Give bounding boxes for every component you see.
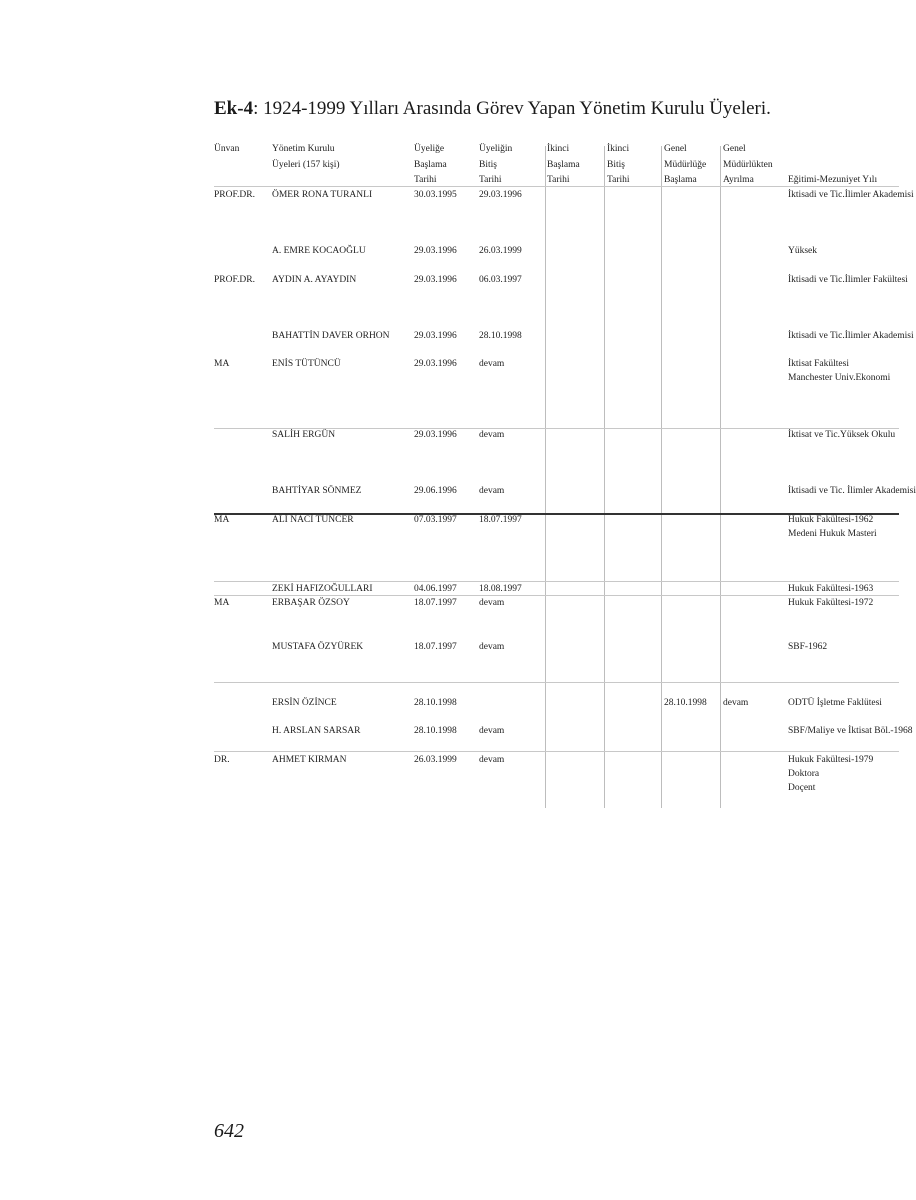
column-divider (545, 146, 546, 808)
table-cell-education: Hukuk Fakültesi-1972 (788, 598, 874, 608)
table-cell-end: devam (479, 359, 505, 369)
page-number: 642 (214, 1120, 244, 1142)
column-header: Bitiş (607, 160, 625, 170)
table-cell-end: devam (479, 755, 505, 765)
column-divider (720, 146, 721, 808)
table-cell-education: ODTÜ İşletme Faklütesi (788, 698, 882, 708)
table-cell-education: Medeni Hukuk Masteri (788, 529, 877, 539)
table-cell-name: MUSTAFA ÖZYÜREK (272, 642, 364, 652)
column-header: Üyeleri (157 kişi) (272, 160, 340, 170)
table-cell-name: ERBAŞAR ÖZSOY (272, 598, 350, 608)
table-cell-end: devam (479, 726, 505, 736)
row-divider (214, 751, 899, 752)
table-cell-unvan: DR. (214, 755, 230, 765)
column-header: Tarihi (607, 175, 630, 185)
table-cell-education: İktisadi ve Tic.İlimler Akademisi (788, 331, 914, 341)
table-cell-start: 18.07.1997 (414, 598, 457, 608)
column-header: Başlama (664, 175, 697, 185)
column-header: Müdürlüğe (664, 160, 707, 170)
table-cell-start: 26.03.1999 (414, 755, 457, 765)
table-cell-name: ERSİN ÖZİNCE (272, 698, 337, 708)
table-cell-education: Hukuk Fakültesi-1963 (788, 584, 874, 594)
table-cell-education: Hukuk Fakültesi-1979 (788, 755, 874, 765)
column-header: Başlama (414, 160, 447, 170)
table-cell-name: A. EMRE KOCAOĞLU (272, 246, 366, 256)
column-header: Tarihi (547, 175, 570, 185)
table-cell-name: H. ARSLAN SARSAR (272, 726, 361, 736)
table-cell-end: 18.07.1997 (479, 515, 522, 525)
table-cell-end: devam (479, 486, 505, 496)
table-cell-education: Doçent (788, 783, 816, 793)
table-cell-end: 29.03.1996 (479, 190, 522, 200)
table-cell-unvan: PROF.DR. (214, 190, 255, 200)
table-cell-end: devam (479, 430, 505, 440)
column-header: İkinci (547, 144, 570, 154)
table-cell-end: 18.08.1997 (479, 584, 522, 594)
table-cell-name: BAHTİYAR SÖNMEZ (272, 486, 362, 496)
table-cell-end: devam (479, 642, 505, 652)
column-header: Tarihi (479, 175, 502, 185)
column-header: Genel (723, 144, 746, 154)
row-divider (214, 682, 899, 683)
column-header: Tarihi (414, 175, 437, 185)
table-cell-unvan: MA (214, 515, 230, 525)
column-header: Müdürlükten (723, 160, 773, 170)
table-cell-education: Yüksek (788, 246, 818, 256)
table-cell-start: 18.07.1997 (414, 642, 457, 652)
table-cell-end: 26.03.1999 (479, 246, 522, 256)
table-cell-unvan: MA (214, 359, 230, 369)
table-cell-education: Manchester Univ.Ekonomi (788, 373, 891, 383)
table-cell-education: SBF-1962 (788, 642, 828, 652)
column-header: Ünvan (214, 144, 240, 154)
table-cell-name: BAHATTİN DAVER ORHON (272, 331, 390, 341)
table-cell-name: SALİH ERGÜN (272, 430, 336, 440)
table-cell-education: Hukuk Fakültesi-1962 (788, 515, 874, 525)
table-cell-end: 06.03.1997 (479, 275, 522, 285)
column-header: Eğitimi-Mezuniyet Yılı (788, 175, 878, 185)
column-divider (604, 146, 605, 808)
table-cell-name: ÖMER RONA TURANLI (272, 190, 373, 200)
table-cell-start: 29.03.1996 (414, 246, 457, 256)
table-cell-education: İktisadi ve Tic.İlimler Akademisi (788, 190, 914, 200)
column-header: İkinci (607, 144, 630, 154)
table-cell-start: 29.06.1996 (414, 486, 457, 496)
table-cell-name: AYDIN A. AYAYDIN (272, 275, 357, 285)
table-cell-name: ALİ NACİ TUNCER (272, 515, 354, 525)
table-cell-start: 29.03.1996 (414, 331, 457, 341)
table-cell-end: 28.10.1998 (479, 331, 522, 341)
table-cell-start: 29.03.1996 (414, 359, 457, 369)
table-cell-start: 28.10.1998 (414, 726, 457, 736)
table-cell-unvan: PROF.DR. (214, 275, 255, 285)
table-cell-start: 29.03.1996 (414, 430, 457, 440)
table-cell-education: İktisadi ve Tic. İlimler Akademisi (788, 486, 916, 496)
column-header: Bitiş (479, 160, 497, 170)
column-header: Genel (664, 144, 687, 154)
column-header: Yönetim Kurulu (272, 144, 335, 154)
table-cell-start: 04.06.1997 (414, 584, 457, 594)
column-header: Ayrılma (723, 175, 754, 185)
table-cell-start: 29.03.1996 (414, 275, 457, 285)
column-header: Üyeliğin (479, 144, 513, 154)
table-cell-gm-start: 28.10.1998 (664, 698, 707, 708)
table-cell-end: devam (479, 598, 505, 608)
table-cell-education: İktisat ve Tic.Yüksek Okulu (788, 430, 896, 440)
table-cell-education: İktisat Fakültesi (788, 359, 849, 369)
page-title: Ek-4: 1924-1999 Yılları Arasında Görev Yapan Yönetim Kurulu Üyeleri. (214, 98, 771, 119)
table-cell-education: İktisadi ve Tic.İlimler Fakültesi (788, 275, 908, 285)
table-cell-education: SBF/Maliye ve İktisat Böl.-1968 (788, 726, 913, 736)
table-cell-gm-end: devam (723, 698, 749, 708)
column-header: Başlama (547, 160, 580, 170)
table-cell-education: Doktora (788, 769, 820, 779)
table-cell-start: 28.10.1998 (414, 698, 457, 708)
column-divider (661, 146, 662, 808)
table-cell-name: ZEKİ HAFIZOĞULLARI (272, 584, 373, 594)
column-header: Üyeliğe (414, 144, 445, 154)
table-cell-name: AHMET KIRMAN (272, 755, 347, 765)
table-cell-name: ENİS TÜTÜNCÜ (272, 359, 341, 369)
table-cell-unvan: MA (214, 598, 230, 608)
table-cell-start: 30.03.1995 (414, 190, 457, 200)
table-cell-start: 07.03.1997 (414, 515, 457, 525)
